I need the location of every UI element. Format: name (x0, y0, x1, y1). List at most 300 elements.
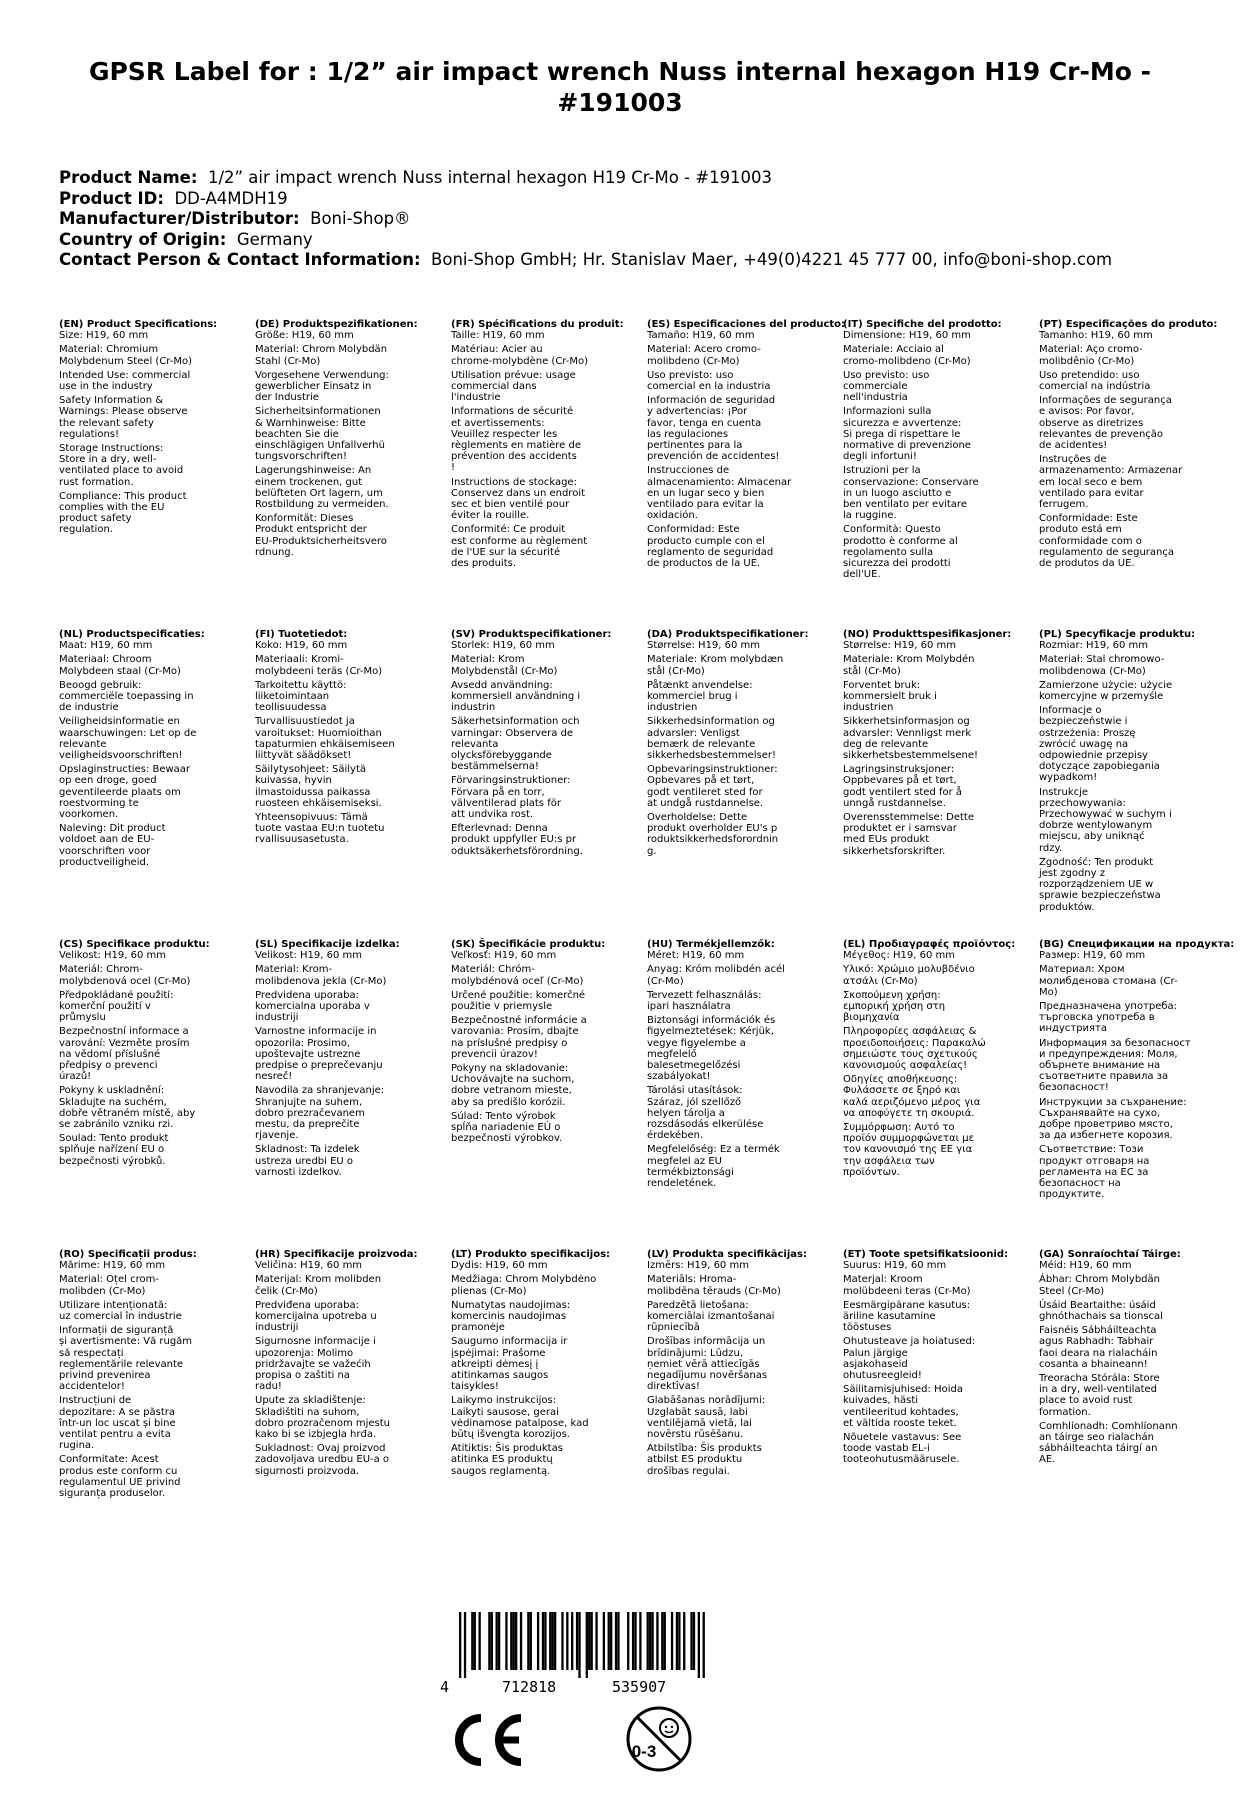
section-line: ruosteen ehkäisemiseksi. (255, 797, 382, 809)
spec-section (59, 319, 249, 536)
section-line: rdzy. (1039, 842, 1063, 854)
barcode-bar (608, 1612, 610, 1670)
section-line: conservazione: Conservare (843, 476, 979, 488)
section-line: miejscu, aby uniknąć (1039, 831, 1145, 843)
spec-section (647, 629, 837, 857)
section-line: Material: Acero cromo- (647, 344, 761, 356)
section-line: et vältida rooste teket. (843, 1417, 957, 1429)
section-line: Sigurnosne informacije i (255, 1336, 376, 1348)
section-line: Súlad: Tento výrobok (451, 1110, 556, 1122)
section-heading: (LT) Produkto specifikacijos: (451, 1249, 611, 1260)
section-line: komerciālai izmantošanai (647, 1311, 775, 1323)
section-line: Sikkerhetsinformasjon og (843, 716, 970, 728)
section-line: să respectați (59, 1347, 124, 1359)
section-line: cosanta a bhaineann! (1039, 1358, 1148, 1370)
section-line: ghnóthachais sa tionscal (1039, 1311, 1163, 1323)
section-line: complies with the EU (59, 502, 165, 514)
section-line: rozsdásodás elkerülése (647, 1119, 764, 1131)
barcode-bar (647, 1612, 649, 1670)
section-line: Lagringsinstruksjoner: (843, 764, 955, 776)
section-line: degli infortuni! (843, 451, 917, 463)
spec-section (1039, 1249, 1229, 1466)
section-line: Sikkerhedsinformation og (647, 716, 775, 728)
section-line: molibden (Cr-Mo) (59, 1285, 146, 1297)
section-line: productveiligheid. (59, 856, 150, 868)
section-line: Storage Instructions: (59, 443, 164, 455)
section-heading: (HU) Termékjellemzők: (647, 939, 775, 950)
section-line: Информация за безопасност (1039, 1037, 1191, 1049)
section-line: roestvorming te (59, 797, 139, 809)
section-line: sikkerhetsbestemmelsene! (843, 750, 978, 762)
spec-section (843, 319, 1033, 580)
section-line: prodotto è conforme al (843, 535, 958, 547)
section-heading: (PT) Especificações do produto: (1039, 319, 1218, 330)
spec-section (843, 629, 1033, 857)
barcode-bar (578, 1612, 580, 1678)
section-line: conformidade com o (1039, 535, 1142, 547)
barcode-bar (595, 1612, 597, 1670)
section-line: siguranța produselor. (59, 1488, 166, 1500)
section-line: průmyslu (59, 1012, 106, 1024)
section-line: Σκοπούμενη χρήση: (843, 989, 941, 1001)
section-line: Sukladnost: Ovaj proizvod (255, 1443, 386, 1455)
section-line: Pokyny na skladovanie: (451, 1063, 569, 1075)
section-line: Predviđena uporaba: (255, 1299, 359, 1311)
section-line: Overholdelse: Dette (647, 812, 748, 824)
section-line: Påtænkt anvendelse: (647, 679, 753, 691)
section-line: regulamento de segurança (1039, 546, 1175, 558)
section-line: εμπορική χρήση στη (843, 1001, 946, 1013)
section-line: dotyczące zapobiegania (1039, 761, 1160, 773)
section-line: regulations! (59, 428, 120, 440)
section-line: at undgå rustdannelse. (647, 797, 764, 809)
section-line: Veľkosť: H19, 60 mm (451, 950, 557, 962)
section-line: sigurnosti proizvoda. (255, 1465, 360, 1477)
section-line: безопасност! (1039, 1082, 1109, 1094)
section-heading: (EN) Product Specifications: (59, 319, 218, 330)
section-line: advarsler: Venligst (647, 727, 740, 739)
section-line: Anyag: Króm molibdén acél (647, 964, 785, 976)
section-line: обърнете внимание на (1039, 1060, 1161, 1072)
section-line: mestu, da preprečite (255, 1119, 360, 1131)
spec-section (843, 939, 1033, 1178)
barcode-bar (537, 1612, 539, 1670)
section-heading: (GA) Sonraíochtaí Táirge: (1039, 1249, 1181, 1260)
section-line: Istruzioni per la (843, 465, 921, 477)
section-line: προϊόντων. (843, 1166, 900, 1178)
section-line: kommersielt bruk i (843, 691, 937, 703)
section-line: Zamierzone użycie: użycie (1039, 679, 1173, 691)
spec-section (451, 629, 641, 857)
barcode-bar (634, 1612, 636, 1670)
barcode-bar (651, 1612, 653, 1670)
section-line: Drošības informācija un (647, 1336, 766, 1348)
meta-key: Contact Person & Contact Information: (59, 250, 421, 269)
section-line: rūpniecībā (647, 1322, 700, 1334)
section-line: καλά αεριζόμενο μέρος για (843, 1096, 981, 1108)
section-line: βιομηχανία (843, 1012, 900, 1024)
section-line: voorschriften voor (59, 845, 151, 857)
meta-row (59, 189, 1112, 210)
section-line: Veuillez respecter les (451, 428, 558, 440)
section-line: molybdeeni teräs (Cr-Mo) (255, 665, 383, 677)
section-line: Molybdenstål (Cr-Mo) (451, 665, 558, 677)
section-line: oduktsäkerhetsförordning. (451, 845, 583, 857)
section-line: asjakohaseid (843, 1358, 908, 1370)
section-line: Soulad: Tento produkt (59, 1133, 169, 1145)
section-line: ohutusreegleid! (843, 1370, 922, 1382)
barcode-bar (554, 1612, 556, 1670)
section-line: Informations de sécurité (451, 406, 574, 418)
section-line: Uso pretendido: uso (1039, 369, 1140, 381)
section-heading: (ET) Toote spetsifikatsioonid: (843, 1249, 1009, 1260)
barcode-bar (474, 1612, 476, 1670)
section-heading: (IT) Specifiche del prodotto: (843, 319, 1002, 330)
section-line: ņemiet vērā attiecīgās (647, 1358, 760, 1370)
section-line: stål (Cr-Mo) (647, 665, 705, 677)
section-line: sec et bien ventilé pour (451, 499, 570, 511)
section-line: Paredzētā lietošana: (647, 1299, 749, 1311)
section-line: Velikost: H19, 60 mm (255, 950, 362, 962)
section-line: la ruggine. (843, 510, 897, 522)
section-line: ustreza uredbi EU o (255, 1155, 354, 1167)
section-line: τον κανονισμό της ΕΕ για (843, 1144, 973, 1156)
section-line: rjavenje. (255, 1130, 299, 1142)
section-line: äriline kasutamine (843, 1311, 936, 1323)
section-line: atitinka ES produktų (451, 1454, 553, 1466)
section-line: Размер: H19, 60 mm (1039, 950, 1146, 962)
spec-section (59, 939, 249, 1167)
section-line: Mărime: H19, 60 mm (59, 1260, 166, 1272)
barcode-bar (664, 1612, 666, 1670)
section-line: nesreč! (255, 1071, 293, 1083)
section-line: Materiál: Chrom- (59, 964, 143, 976)
section-line: Comhlíonadh: Comhlíonann (1039, 1420, 1178, 1432)
section-line: predpise o preprečevanju (255, 1060, 383, 1072)
section-line: Przechowywać w suchym i (1039, 809, 1172, 821)
section-line: tungsvorschriften! (255, 451, 348, 463)
section-line: ventilat pentru a evita (59, 1429, 171, 1441)
barcode-bar (610, 1612, 612, 1670)
section-line: Turvallisuustiedot ja (255, 716, 355, 728)
section-line: op een droge, goed (59, 775, 157, 787)
section-line: odpowiednie przepisy (1039, 750, 1148, 762)
section-line: Materiale: Krom Molybdén (843, 654, 975, 666)
meta-value: Boni-Shop® (299, 209, 411, 228)
section-line: molybdénová oceľ (Cr-Mo) (451, 975, 584, 987)
section-line: Pokyny k uskladnění: (59, 1085, 165, 1097)
section-line: Υλικό: Χρώμιο μολυβδένιο (843, 964, 975, 976)
section-line: tooteohutusmäärusele. (843, 1454, 960, 1466)
section-line: gewerblicher Einsatz in (255, 381, 372, 393)
section-line: Naleving: Dit product (59, 823, 166, 835)
section-line: est conforme au règlement (451, 535, 588, 547)
section-line: Materiał: Stal chromowo- (1039, 654, 1165, 666)
section-line: Materiāls: Hroma- (647, 1274, 737, 1286)
section-line: direktīvas! (647, 1381, 700, 1393)
section-heading: (SL) Specifikacije izdelka: (255, 939, 400, 950)
section-line: pridržavajte se važećih (255, 1358, 371, 1370)
section-heading: (EL) Προδιαγραφές προϊόντος: (843, 939, 1016, 950)
section-line: plienas (Cr-Mo) (451, 1285, 527, 1297)
section-line: Méret: H19, 60 mm (647, 950, 745, 962)
section-line: megfelel az EU (647, 1155, 722, 1167)
section-line: Förvaringsinstruktioner: (451, 775, 571, 787)
section-line: Méid: H19, 60 mm (1039, 1260, 1132, 1272)
section-line: Faisnéis Sábháilteachta (1039, 1325, 1157, 1337)
section-line: Veiligheidsinformatie en (59, 716, 180, 728)
barcode-bar (639, 1612, 641, 1670)
section-line: индустрията (1039, 1023, 1108, 1035)
section-line: Oppbevares på et tørt, (843, 775, 957, 787)
section-line: Material: Chrom Molybdän (255, 344, 388, 356)
barcode-bar (632, 1612, 634, 1670)
section-line: Conformitate: Acest (59, 1454, 159, 1466)
section-line: sikkerhetsforskrifter. (843, 845, 946, 857)
section-line: Veličina: H19, 60 mm (255, 1260, 363, 1272)
barcode-bar (498, 1612, 500, 1670)
section-line: rozporządzeniem UE w (1039, 879, 1154, 891)
section-line: saugos reglamentą. (451, 1465, 551, 1477)
section-line: se zabránilo vzniku rzi. (59, 1119, 174, 1131)
section-line: būtų išvengta korozijos. (451, 1429, 570, 1441)
section-line: Sicherheitsinformationen (255, 406, 381, 418)
section-line: tuote vastaa EU:n tuotetu (255, 823, 385, 835)
section-line: voorkomen. (59, 809, 119, 821)
section-line: na vědomí příslušné (59, 1048, 161, 1060)
section-line: Vorgesehene Verwendung: (255, 369, 389, 381)
section-heading: (FR) Spécifications du produit: (451, 319, 624, 330)
section-line: produktet er i samsvar (843, 823, 957, 835)
section-line: įspėjimai: Prašome (451, 1347, 546, 1359)
section-line: Lagerungshinweise: An (255, 465, 372, 477)
section-line: Συμμόρφωση: Αυτό το (843, 1122, 955, 1134)
section-line: dobro prezračevanem (255, 1107, 365, 1119)
section-line: Konformität: Dieses (255, 513, 354, 525)
section-line: wypadkom! (1039, 772, 1098, 784)
spec-section (255, 319, 445, 558)
barcode-bar (566, 1612, 568, 1670)
section-line: advarsler: Vennligst merk (843, 727, 972, 739)
section-line: de acidentes! (1039, 440, 1108, 452)
section-line: Uso previsto: uso (843, 369, 930, 381)
section-line: Säilitamisjuhised: Hoida (843, 1384, 963, 1396)
section-heading: (FI) Tuotetiedot: (255, 629, 348, 640)
barcode-bar (542, 1612, 544, 1670)
barcode-bar (586, 1612, 588, 1678)
section-line: product safety (59, 513, 132, 525)
section-line: na príslušné predpisy o (451, 1037, 568, 1049)
spec-section (1039, 629, 1229, 913)
section-line: κανονισμούς ασφαλείας! (843, 1060, 968, 1072)
spec-section (255, 629, 445, 846)
section-line: de produtos da UE. (1039, 558, 1135, 570)
section-line: Upute za skladištenje: (255, 1395, 366, 1407)
section-line: favor, tenga en cuenta (647, 417, 762, 429)
section-line: Instrucțiuni de (59, 1395, 132, 1407)
section-line: stål (Cr-Mo) (843, 665, 901, 677)
section-line: commercial dans (451, 381, 537, 393)
section-line: Materiale: Krom molybdæn (647, 654, 784, 666)
section-line: opozorila: Prosimo, (255, 1037, 351, 1049)
section-line: bezpečnosti výrobkov. (451, 1133, 563, 1145)
meta-row (59, 209, 1112, 230)
section-line: Πληροφορίες ασφάλειας & (843, 1026, 977, 1038)
section-line: ventilado para evitar la (647, 499, 764, 511)
section-line: einem trockenen, gut (255, 476, 363, 488)
meta-row (59, 168, 1112, 189)
section-line: produs este conform cu (59, 1465, 178, 1477)
section-line: oxidación. (647, 510, 698, 522)
section-line: ventilado para evitar (1039, 487, 1144, 499)
section-line: sábháilteachta táirgí an (1039, 1443, 1158, 1455)
section-line: Съответствие: Този (1039, 1144, 1144, 1156)
section-line: Předpokládané použití: (59, 989, 174, 1001)
section-line: να αποφύγετε τη σκουριά. (843, 1107, 975, 1119)
section-line: Zgodność: Ten produkt (1039, 856, 1154, 868)
barcode-bar (471, 1612, 473, 1670)
section-line: Материал: Хром (1039, 964, 1125, 976)
section-line: Material: Chromium (59, 344, 159, 356)
barcode-bar (591, 1612, 593, 1670)
section-line: vegye figyelembe a (647, 1037, 746, 1049)
section-line: sicurezza e avvertenze: (843, 417, 962, 429)
section-line: en un lugar seco y bien (647, 487, 765, 499)
section-line: Informații de siguranță (59, 1325, 174, 1337)
section-line: Saugumo informacija ir (451, 1336, 568, 1348)
section-line: reglementările relevante (59, 1358, 184, 1370)
barcode-bar (505, 1612, 507, 1670)
section-line: Materiale: Acciaio al (843, 344, 944, 356)
spec-section (451, 939, 641, 1144)
section-line: godt ventilert sted for å (843, 786, 963, 798)
section-line: sikkerhedsbestemmelser! (647, 750, 777, 762)
section-line: Yhteensopivuus: Tämä (255, 812, 368, 824)
meta-key: Product Name: (59, 168, 198, 187)
section-line: Efterlevnad: Denna (451, 823, 548, 835)
section-line: zadovoljava uredbu EU-a o (255, 1454, 390, 1466)
section-line: industrien (647, 702, 698, 714)
section-line: bestämmelserna! (451, 761, 539, 773)
section-line: Predvidena uporaba: (255, 989, 359, 1001)
section-line: Φυλάσσετε σε ξηρό και (843, 1085, 961, 1097)
section-line: Biztonsági információk és (647, 1015, 776, 1027)
section-line: Materiaal: Chroom (59, 654, 152, 666)
section-line: Glabāšanas norādījumi: (647, 1395, 766, 1407)
section-line: Opbevares på et tørt, (647, 775, 755, 787)
section-line: produktów. (1039, 901, 1095, 913)
spec-section (843, 1249, 1033, 1466)
barcode-bar (661, 1612, 663, 1670)
barcode (440, 1612, 705, 1698)
section-line: Laikymo instrukcijos: (451, 1395, 557, 1407)
barcode-bar (527, 1612, 529, 1670)
section-line: Rostbildung zu vermeiden. (255, 499, 389, 511)
section-line: éviter la rouille. (451, 510, 530, 522)
barcode-bars (459, 1612, 705, 1678)
section-line: Предназначена употреба: (1039, 1001, 1178, 1013)
section-line: Varnostne informacije in (255, 1026, 377, 1038)
section-line: Instrukcje (1039, 786, 1089, 798)
section-line: prévention des accidents (451, 451, 577, 463)
section-line: produkt overholder EU's p (647, 823, 778, 835)
section-heading: (HR) Specifikacije proizvoda: (255, 1249, 418, 1260)
section-line: Compliance: This product (59, 490, 187, 502)
section-line: Stahl (Cr-Mo) (255, 355, 321, 367)
barcode-bar (576, 1612, 578, 1670)
section-line: prevencii úrazov! (451, 1048, 538, 1060)
section-line: em local seco e bem (1039, 476, 1143, 488)
section-line: liiketoimintaan (255, 691, 330, 703)
section-line: Určené použitie: komerčné (451, 989, 586, 1001)
section-line: beachten Sie die (255, 428, 339, 440)
section-line: industriji (255, 1012, 299, 1024)
section-line: y advertencias: ¡Por (647, 406, 748, 418)
meta-key: Country of Origin: (59, 229, 227, 249)
section-line: Matériau: Acier au (451, 344, 543, 356)
section-line: Dydis: H19, 60 mm (451, 1260, 548, 1272)
section-line: ατσάλι (Cr-Mo) (843, 975, 918, 987)
section-line: rust formation. (59, 476, 134, 488)
section-line: Izmērs: H19, 60 mm (647, 1260, 749, 1272)
section-line: Materiál: Chróm- (451, 964, 535, 976)
barcode-bar (617, 1612, 619, 1670)
section-line: faoi deara na rialacháin (1039, 1347, 1158, 1359)
section-line: Instructions de stockage: (451, 476, 577, 488)
section-heading: (RO) Specificații produs: (59, 1249, 197, 1260)
section-line: EU-Produktsicherheitsvero (255, 535, 387, 547)
section-line: depozitare: A se păstra (59, 1406, 176, 1418)
section-line: Safety Information & (59, 395, 164, 407)
section-line: předpisy o prevenci (59, 1060, 158, 1072)
spec-section (1039, 939, 1235, 1201)
section-line: Store in a dry, well- (59, 454, 157, 466)
section-line: Suurus: H19, 60 mm (843, 1260, 947, 1272)
barcode-digit-first: 4 (440, 1678, 450, 1696)
section-line: продукт отговаря на (1039, 1155, 1150, 1167)
section-line: bezpečnosti výrobků. (59, 1155, 166, 1167)
section-line: varování: Vezměte prosím (59, 1037, 190, 1049)
section-heading: (NL) Productspecificaties: (59, 629, 205, 640)
section-line: použitie v priemysle (451, 1001, 553, 1013)
barcode-bar (488, 1612, 490, 1670)
section-line: Conformidade: Este (1039, 513, 1138, 525)
section-line: Skladištiti na suhom, (255, 1406, 360, 1418)
age-label: 0-3 (631, 1742, 657, 1761)
section-line: ben ventilato per evitare (843, 499, 967, 511)
section-line: Skladnost: Ta izdelek (255, 1144, 360, 1156)
section-line: der Industrie (255, 392, 319, 404)
section-line: komercialna uporaba v (255, 1001, 370, 1013)
section-line: waarschuwingen: Let op de (59, 727, 197, 739)
section-line: Navodila za shranjevanje: (255, 1085, 385, 1097)
section-line: Størrelse: H19, 60 mm (843, 640, 957, 652)
section-line: Größe: H19, 60 mm (255, 330, 354, 342)
section-line: pertinentes para la (647, 440, 743, 452)
section-line: in un luogo asciutto e (843, 487, 952, 499)
section-line: Maat: H19, 60 mm (59, 640, 153, 652)
section-line: upoštevajte ustrezne (255, 1048, 361, 1060)
section-line: vėdinamose patalpose, kad (451, 1417, 589, 1429)
section-line: accidentelor! (59, 1381, 125, 1393)
section-line: l'industrie (451, 392, 501, 404)
section-line: добре проветриво място, (1039, 1119, 1173, 1131)
section-line: Conformité: Ce produit (451, 524, 566, 536)
section-line: Tamanho: H19, 60 mm (1039, 330, 1153, 342)
section-line: Atbilstība: Šis produkts (647, 1443, 762, 1455)
section-line: Mo) (1039, 986, 1058, 998)
barcode-bar (513, 1612, 515, 1670)
